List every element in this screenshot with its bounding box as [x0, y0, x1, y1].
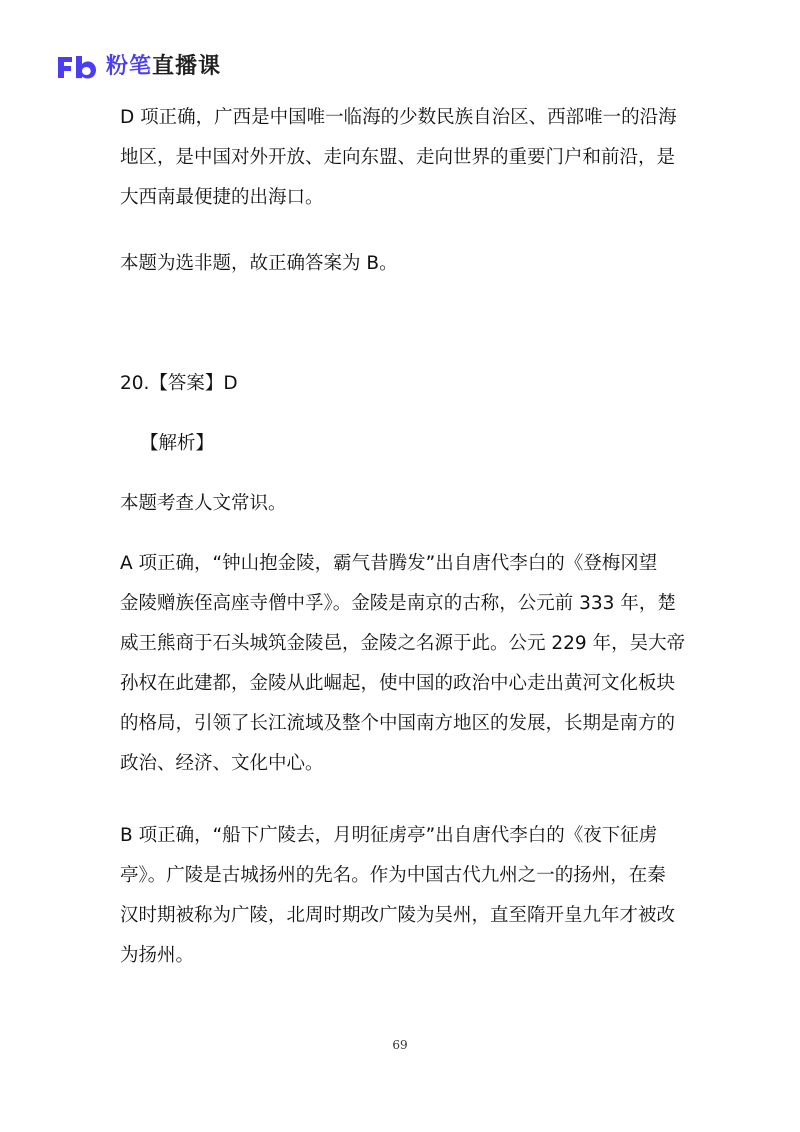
page-number: 69: [392, 1038, 408, 1052]
text-line: 大西南最便捷的出海口。: [120, 187, 324, 208]
brand-name-accent: 粉笔: [106, 54, 153, 79]
question-20-answer: [120, 364, 676, 404]
paragraph-option-a: [120, 544, 686, 784]
paragraph-option-b: [120, 816, 676, 976]
brand-name: [106, 53, 221, 81]
text-line: 【解析】: [140, 433, 215, 454]
analysis-label: [120, 424, 676, 464]
text-line: 20.【答案】D: [120, 373, 238, 394]
text-line: A 项正确，“钟山抱金陵，霸气昔腾发”出自唐代李白的《登梅冈望: [120, 553, 658, 574]
text-line: B 项正确，“船下广陵去，月明征虏亭”出自唐代李白的《夜下征虏: [120, 825, 658, 846]
text-line: 汉时期被称为广陵，北周时期改广陵为吴州，直至隋开皇九年才被改: [120, 905, 676, 926]
fb-logo-icon: [56, 53, 100, 81]
paragraph-topic: [120, 484, 676, 524]
paragraph-conclusion: [120, 244, 676, 284]
text-line: 亭》。广陵是古城扬州的先名。作为中国古代九州之一的扬州，在秦: [120, 865, 666, 886]
text-line: 孙权在此建都，金陵从此崛起，使中国的政治中心走出黄河文化板块: [120, 673, 676, 694]
text-line: 的格局，引领了长江流域及整个中国南方地区的发展，长期是南方的: [120, 713, 676, 734]
text-line: 政治、经济、文化中心。: [120, 753, 324, 774]
text-line: 本题考查人文常识。: [120, 493, 287, 514]
header: [56, 52, 221, 82]
paragraph-option-d: [120, 98, 676, 218]
text-line: D 项正确，广西是中国唯一临海的少数民族自治区、西部唯一的沿海: [120, 107, 677, 128]
text-line: 地区，是中国对外开放、走向东盟、走向世界的重要门户和前沿，是: [120, 147, 676, 168]
text-line: 为扬州。: [120, 945, 195, 966]
brand-name-rest: 直播课: [152, 54, 222, 79]
text-line: 本题为选非题，故正确答案为 B。: [120, 253, 398, 274]
text-line: 威王熊商于石头城筑金陵邑，金陵之名源于此。公元 229 年，吴大帝: [120, 633, 686, 654]
text-line: 金陵赠族侄高座寺僧中孚》。金陵是南京的古称，公元前 333 年，楚: [120, 593, 676, 614]
